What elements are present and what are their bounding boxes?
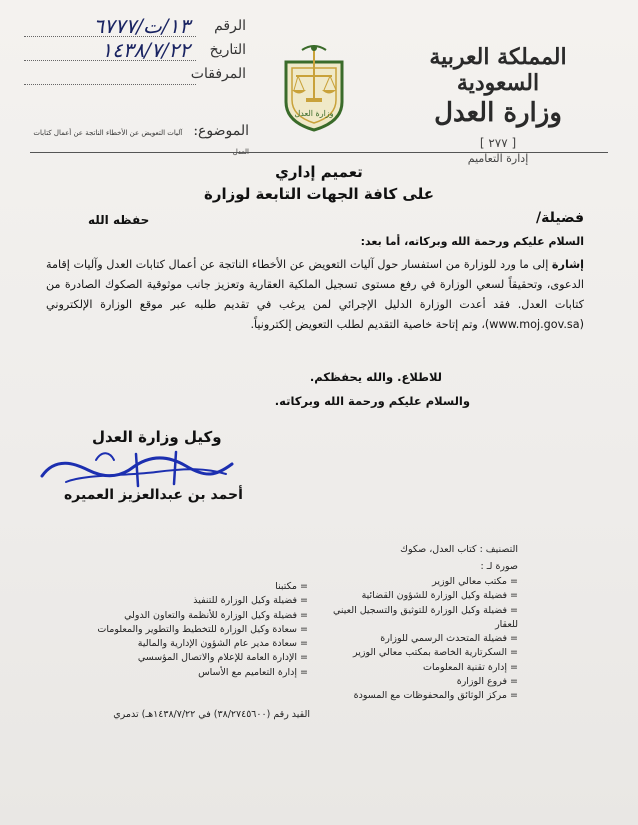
classification: التصنيف : كتاب العدل، صكوك xyxy=(400,544,518,555)
list-item: = مكتب معالي الوزير xyxy=(432,576,518,587)
subject-label: الموضوع xyxy=(198,123,249,139)
circular-recipients: على كافة الجهات التابعة لوزارة xyxy=(204,185,434,203)
signatory-name: أحمد بن عبدالعزيز العميره xyxy=(64,487,243,503)
closing-line: للاطلاع. والله يحفظكم. xyxy=(309,370,442,384)
kingdom-name: المملكة العربية السعودية xyxy=(429,44,567,96)
number-label: الرقم xyxy=(214,18,246,34)
greeting: السلام عليكم ورحمة الله وبركاته، أما بعد: xyxy=(360,235,584,248)
honorific: فضيلة/ xyxy=(536,210,584,226)
signatory-title: وكيل وزارة العدل xyxy=(92,428,222,446)
circular-code: [ ٢٧٧ ] xyxy=(479,136,517,150)
date-label: التاريخ xyxy=(209,42,246,58)
list-item: = سعادة وكيل الوزارة للتخطيط والتطوير والمعلومات xyxy=(97,623,308,635)
list-item: = الإدارة العامة للإعلام والاتصال المؤسسي xyxy=(137,652,308,664)
registry-reference: القيد رقم (٣٨/٢٧٤٥٦٠٠) في ١٤٣٨/٧/٢٢هـ) تدمري xyxy=(113,709,310,720)
copy-to-label: صورة لـ : xyxy=(480,561,518,572)
number-value: ١٣/ت/٦٧٧٧ xyxy=(93,14,190,38)
subject-text: آليات التعويض عن الأخطاء الناتجة عن أعمال كتابات العدل xyxy=(33,129,249,156)
circular-title: تعميم إداري xyxy=(275,163,363,181)
ministry-name: وزارة العدل xyxy=(434,98,562,128)
copy-list-left xyxy=(48,580,308,680)
closing-greeting: والسلام عليكم ورحمة الله وبركاته. xyxy=(274,394,470,408)
list-item: = فروع الوزارة xyxy=(456,676,518,688)
list-item: = مكتبنا xyxy=(275,581,308,592)
list-item: = سعادة مدير عام الشؤون الإدارية والمالية xyxy=(137,638,308,650)
list-item: = فضيلة وكيل الوزارة للشؤون القضائية xyxy=(361,590,518,602)
list-item: = إدارة التعاميم مع الأساس xyxy=(198,666,308,678)
list-item: = فضيلة وكيل الوزارة للتنفيذ xyxy=(193,595,308,607)
attachments-label: المرفقات xyxy=(190,66,246,82)
ministry-emblem-icon xyxy=(276,40,352,132)
body-text: إلى ما ورد للوزارة من استفسار حول آليات التعويض عن الأخطاء الناتجة عن أعمال كتابات العدل وآليات إقامة الدعوى، وتحقيقاً لسعي الوزارة في رفع مستوى تسجيل الملكية العقارية وتعزيز جانب موثوقية الصكوك الصادرة من كتابات العدل. فقد أعدت الوزارة الدليل الإجرائي لمن يرغب في تقديم طلبه عبر موقع الوزارة الإلكتروني (www.moj.gov.sa)، وتم إتاحة خاصية التقديم لطلب التعويض إلكترونياً. xyxy=(46,258,584,331)
header-divider xyxy=(30,152,608,153)
department-name: إدارة التعاميم xyxy=(467,152,529,165)
reference-block xyxy=(24,14,246,90)
list-item: = فضيلة وكيل الوزارة للتوثيق والتسجيل العيني للعقار xyxy=(332,604,518,630)
blessing: حفظه الله xyxy=(88,213,150,227)
list-item: = السكرتارية الخاصة بمكتب معالي الوزير xyxy=(352,647,518,659)
date-row xyxy=(24,38,246,66)
list-item: = فضيلة وكيل الوزارة للأنظمة والتعاون الدولي xyxy=(124,609,308,621)
date-value: ١٤٣٨/٧/٢٢ xyxy=(101,38,190,62)
letterhead xyxy=(398,44,598,165)
copy-list-right xyxy=(308,575,518,704)
list-item: = إدارة تقنية المعلومات xyxy=(423,661,518,673)
subject-line: الموضوع: آليات التعويض عن الأخطاء الناتجة عن أعمال كتابات العدل xyxy=(33,123,249,156)
circular-body xyxy=(46,255,584,335)
body-lead: إشارة xyxy=(551,258,584,271)
emblem-caption: وزارة العدل xyxy=(294,109,334,118)
list-item: = مركز الوثائق والمحفوظات مع المسودة xyxy=(353,690,518,702)
attachments-row xyxy=(24,66,246,90)
list-item: = فضيلة المتحدث الرسمي للوزارة xyxy=(380,633,518,645)
